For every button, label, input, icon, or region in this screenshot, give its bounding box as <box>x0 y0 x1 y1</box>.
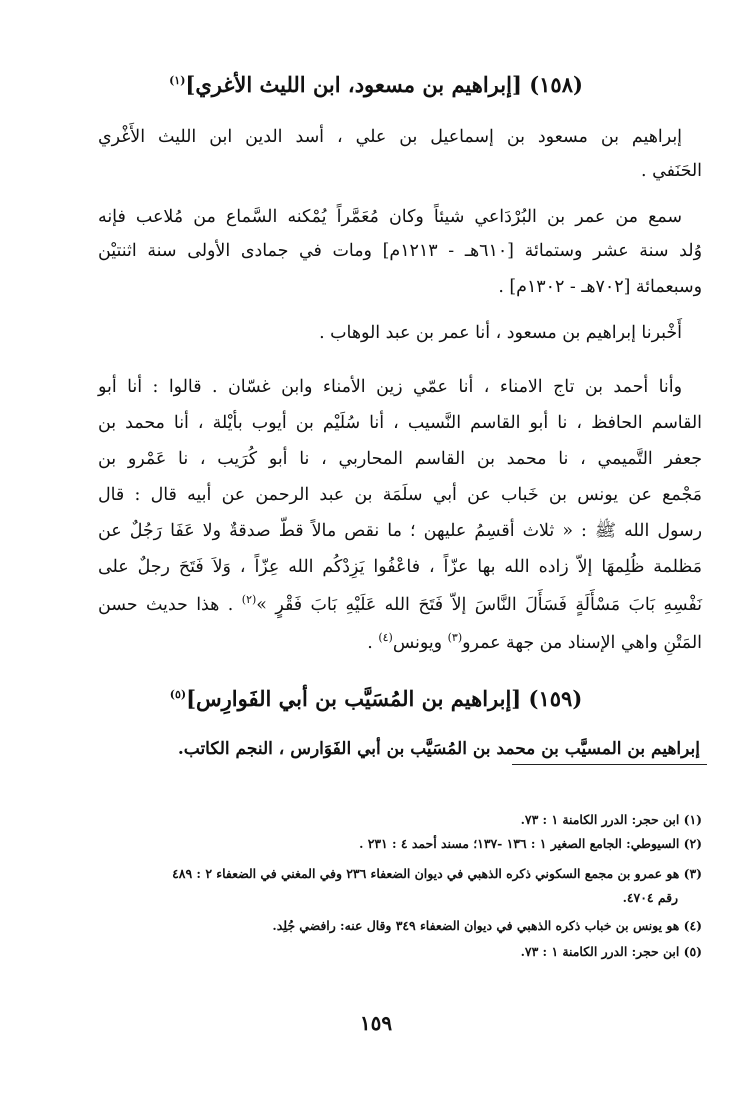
entry-158-line-10: مَجْمع عن يونس بن خَباب عن أبي سلَمَة بن عبد الرحمن عن أبيه قال : قال <box>98 485 702 505</box>
footnote-5: (٥) ابن حجر: الدرر الكامنة ١ : ٧٣. <box>520 944 702 959</box>
entry-158-line-13: نَفْسِهِ بَابَ مَسْأَلَةٍ فَسَأَلَ النَّاسَ إلاّ فَتَحَ الله عَلَيْهِ بَابَ فَقْرٍ »$^{(٢)}$ . هذا حديث حسن <box>98 593 702 615</box>
footnote-ref-5: (٥) <box>169 688 187 701</box>
page-number: ١٥٩ <box>359 1011 393 1035</box>
footnote-1: (١) ابن حجر: الدرر الكامنة ١ : ٧٣. <box>520 812 702 827</box>
entry-158-line-4: وُلد سنة عشر وستمائة [٦١٠هـ - ١٢١٣م] ومات في جمادى الأولى سنة اثنتيْن <box>98 241 702 261</box>
footnote-3-continued: رقم ٤٧٠٤. <box>622 890 678 905</box>
footnote-ref-3: (٣) <box>447 631 463 645</box>
footnote-ref-2: (٢) <box>241 593 257 607</box>
entry-158-line-11: رسول الله ﷺ : « ثلاث أقسِمُ عليهن ؛ ما نقص مالاً قطّ صدقةٌ ولا عَفَا رَجُلٌ عن <box>98 521 702 541</box>
entry-159-line-1: إبراهيم بن المسيَّب بن محمد بن المُسَيَّب بن أبي الفَوَارس ، النجم الكاتب. <box>177 739 700 759</box>
footnote-ref-1: (١) <box>169 74 186 87</box>
footnote-separator <box>512 764 707 765</box>
entry-158-line-2: الحَنَفي . <box>641 161 702 181</box>
footnote-2: (٢) السيوطي: الجامع الصغير ١ : ١٣٦ -١٣٧؛ مسند أحمد ٤ : ٢٣١ . <box>359 836 702 851</box>
footnote-ref-4: (٤) <box>378 631 393 645</box>
entry-158-line-1: إبراهيم بن مسعود بن إسماعيل بن علي ، أسد الدين ابن الليث الأَغْري <box>98 127 682 147</box>
entry-158-line-8: القاسم الحافظ ، نا أبو القاسم النَّسيب ، أنا سُلَيْم بن أيوب بأيْلة ، أنا محمد بن <box>98 413 702 433</box>
entry-158-line-3: سمع من عمر بن البُرْدَاعي شيئاً وكان مُعَمَّراً يُمْكنه السَّماع من مُلاعب فإنه <box>98 207 682 227</box>
entry-158-line-5: وسبعمائة [٧٠٢هـ - ١٣٠٢م] . <box>498 277 702 297</box>
entry-158-line-12: مَظلمة ظُلِمهَا إلاّ زاده الله بها عزّاً ، فاعْفُوا يَزِدْكُم الله عِزّاً ، وَلاَ فَتَحَ رجلٌ على <box>98 557 702 577</box>
footnote-4: (٤) هو يونس بن خباب ذكره الذهبي في ديوان الضعفاء ٣٤٩ وقال عنه: رافضي جُلِد. <box>272 918 702 933</box>
entry-158-line-14: المَتْنِ واهي الإسناد من جهة عمرو$^{(٣)}$ ويونس$^{(٤)}$ . <box>367 631 702 653</box>
entry-158-line-7: وأنا أحمد بن تاج الامناء ، أنا عمّي زين الأمناء وابن غسّان . قالوا : أنا أبو <box>98 377 682 397</box>
entry-158-chain-intro: أَخْبرنا إبراهيم بن مسعود ، أنا عمر بن عبد الوهاب . <box>319 323 682 343</box>
entry-158-heading: (١٥٨) [إبراهيم بن مسعود، ابن الليث الأغري]$^{(١)}$ <box>169 72 583 97</box>
entry-159-heading: (١٥٩) [إبراهيم بن المُسَيَّب بن أبي الفَوارِس]$^{(٥)}$ <box>169 686 583 711</box>
entry-158-line-9: جعفر التَّميمي ، نا محمد بن القاسم المحاربي ، نا أبو كُرَيب ، نا عَمْرو بن <box>98 449 702 469</box>
footnote-3: (٣) هو عمرو بن مجمع السكوني ذكره الذهبي في ديوان الضعفاء ٢٣٦ وفي المغني في الضعفاء ٢ : ٤٨٩ <box>172 866 702 881</box>
